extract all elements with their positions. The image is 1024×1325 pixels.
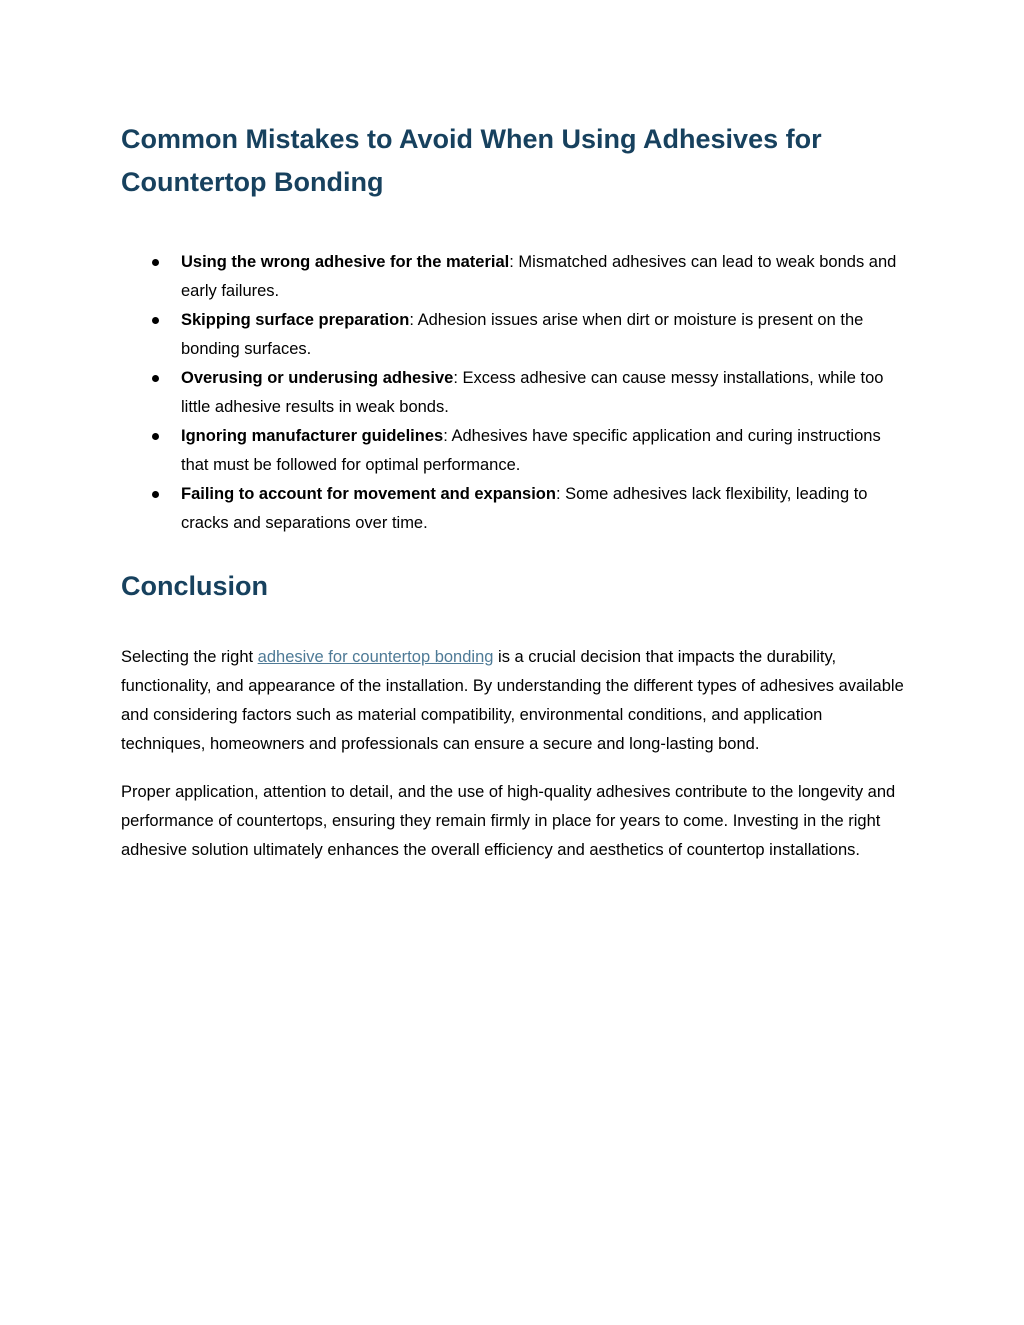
mistake-text: : Adhesives have specific application and curing instructions that must be followed for optimal performance. [181, 427, 881, 474]
mistake-term: Ignoring manufacturer guidelines [181, 427, 444, 445]
bullet-icon [152, 317, 159, 324]
list-item [121, 422, 911, 480]
mistake-text: : Excess adhesive can cause messy installations, while too little adhesive results in weak bonds. [181, 369, 884, 416]
mistake-term: Using the wrong adhesive for the material [181, 253, 510, 271]
page-title: Common Mistakes to Avoid When Using Adhesives for Countertop Bonding [121, 124, 822, 197]
mistake-text: : Some adhesives lack flexibility, leading to cracks and separations over time. [181, 485, 868, 532]
list-item [121, 306, 911, 364]
bullet-icon [152, 259, 159, 266]
list-item [121, 248, 911, 306]
mistake-text: : Mismatched adhesives can lead to weak bonds and early failures. [181, 253, 897, 300]
conclusion-paragraph-2: Proper application, attention to detail, and the use of high-quality adhesives contribute to the longevity and performance of countertops, ensuring they remain firmly in place for years to come. Investing in the right adhesive solution ultimately enhances the overall efficiency and aesthetics of countertop installations. [121, 783, 896, 859]
mistake-term: Failing to account for movement and expansion [181, 485, 556, 503]
document-content [121, 118, 911, 865]
conclusion-paragraph-1 [121, 643, 911, 759]
mistakes-list [121, 248, 911, 538]
bullet-icon [152, 433, 159, 440]
mistake-term: Skipping surface preparation [181, 311, 410, 329]
mistake-term: Overusing or underusing adhesive [181, 369, 454, 387]
bullet-icon [152, 375, 159, 382]
paragraph-text: is a crucial decision that impacts the durability, functionality, and appearance of the installation. By understanding the different types of adhesives available and considering factors such as material compatibility, environmental conditions, and application techniques, homeowners and professionals can ensure a secure and long-lasting bond. [121, 648, 904, 753]
conclusion-heading: Conclusion [121, 571, 268, 601]
list-item [121, 480, 911, 538]
bullet-icon [152, 491, 159, 498]
paragraph-text: Selecting the right [121, 648, 258, 666]
list-item [121, 364, 911, 422]
mistake-text: : Adhesion issues arise when dirt or moisture is present on the bonding surfaces. [181, 311, 864, 358]
adhesive-link[interactable]: adhesive for countertop bonding [257, 648, 494, 666]
